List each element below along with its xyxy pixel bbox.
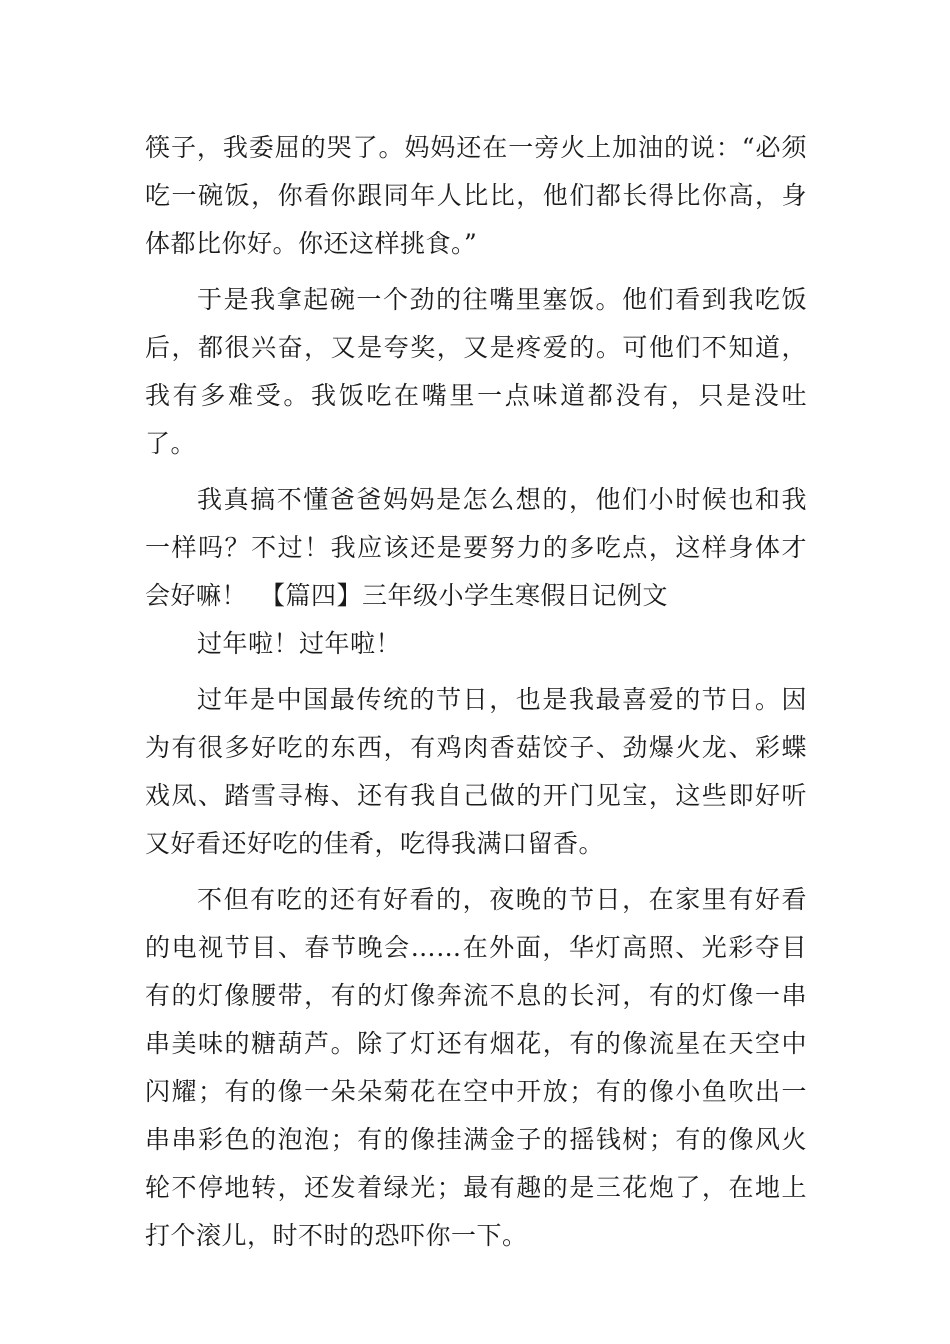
document-body: [145, 124, 807, 1260]
paragraph: 不但有吃的还有好看的，夜晚的节日，在家里有好看的电视节目、春节晚会……在外面，华灯高照、光彩夺目有的灯像腰带，有的灯像奔流不息的长河，有的灯像一串串美味的糖葫芦。除了灯还有烟花，有的像流星在天空中闪耀；有的像一朵朵菊花在空中开放；有的像小鱼吹出一串串彩色的泡泡；有的像挂满金子的摇钱树；有的像风火轮不停地转，还发着绿光；最有趣的是三花炮了，在地上打个滚儿，时不时的恐吓你一下。: [145, 885, 807, 1250]
paragraph: 于是我拿起碗一个劲的往嘴里塞饭。他们看到我吃饭后，都很兴奋，又是夸奖，又是疼爱的。可他们不知道，我有多难受。我饭吃在嘴里一点味道都没有，只是没吐了。: [145, 285, 807, 458]
paragraph: 过年啦！过年啦！: [197, 629, 402, 658]
paragraph: 我真搞不懂爸爸妈妈是怎么想的，他们小时候也和我一样吗？不过！我应该还是要努力的多吃点，这样身体才会好嘛！ 【篇四】三年级小学生寒假日记例文: [145, 485, 807, 610]
paragraph: 过年是中国最传统的节日，也是我最喜爱的节日。因为有很多好吃的东西，有鸡肉香菇饺子、劲爆火龙、彩蝶戏凤、踏雪寻梅、还有我自己做的开门见宝，这些即好听又好看还好吃的佳肴，吃得我满口留香。: [145, 685, 807, 858]
paragraph-continuation: 筷子，我委屈的哭了。妈妈还在一旁火上加油的说：“必须吃一碗饭，你看你跟同年人比比，他们都长得比你高，身体都比你好。你还这样挑食。”: [145, 133, 807, 258]
